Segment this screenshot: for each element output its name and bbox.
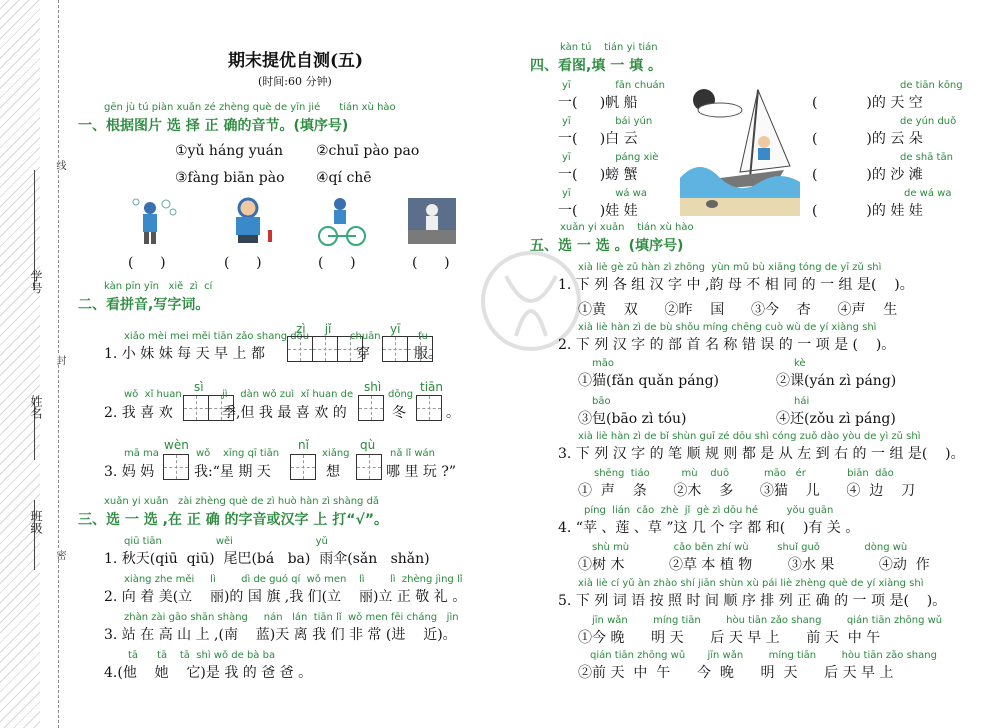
s4-row1-right-pinyin: de tiān kōng bbox=[900, 80, 963, 91]
s2-q1-end-pinyin: fu bbox=[418, 331, 428, 342]
bicycle-boy-picture bbox=[319, 198, 365, 245]
s4-row4-right[interactable]: ( )的 娃 娃 bbox=[812, 203, 923, 219]
s2-q1-end: 服。 bbox=[414, 346, 442, 362]
s2-pinyin: kàn pīn yīn xiě zì cí bbox=[104, 281, 213, 292]
s5-q3: 3. 下 列 汉 字 的 笔 顺 规 则 都 是 从 左 到 右 的 一 组 是( )。 bbox=[558, 446, 965, 462]
s1-answer-3[interactable]: ( ) bbox=[318, 255, 356, 271]
s5-q2-d-pinyin: hái bbox=[794, 396, 810, 407]
s4-row1-left-pinyin: yī fān chuán bbox=[562, 80, 666, 91]
s1-answer-2[interactable]: ( ) bbox=[224, 255, 262, 271]
s1-pictures bbox=[128, 194, 468, 250]
s2-q1-pinyin: xiǎo mèi mei měi tiān zǎo shang dōu bbox=[124, 331, 310, 342]
s2-q3-box2-pinyin: nǐ bbox=[298, 438, 309, 452]
s3-pinyin: xuǎn yi xuǎn zài zhèng què de zì huò hàn zì shàng dǎ bbox=[104, 496, 380, 507]
s1-answer-1[interactable]: ( ) bbox=[128, 255, 166, 271]
s1-opt-3: ③fàng biān pào bbox=[175, 170, 285, 186]
bubble-boy-picture bbox=[133, 199, 176, 244]
s5-q4-options-pinyin: shù mù cǎo běn zhí wù shuǐ guǒ dòng wù bbox=[592, 542, 908, 553]
s2-q3-mid-pinyin: wǒ xīng qī tiān bbox=[196, 448, 280, 459]
s4-pinyin: kàn tú tián yi tián bbox=[560, 42, 658, 53]
time-note: (时间:60 分钟) bbox=[258, 75, 332, 88]
s2-q2-box2-pinyin: shì bbox=[364, 380, 382, 394]
s4-row4-left[interactable]: 一( )娃 娃 bbox=[558, 203, 638, 219]
s2-q3-mid: 我:“星 期 天 bbox=[194, 464, 271, 480]
s2-q2-end: 。 bbox=[446, 405, 460, 421]
s2-q3-end: 哪 里 玩 ?” bbox=[386, 464, 457, 480]
s1-opt-4: ④qí chē bbox=[316, 170, 372, 186]
s5-q1: 1. 下 列 各 组 汉 字 中 ,韵 母 不 相 同 的 一 组 是( )。 bbox=[558, 277, 914, 293]
s2-q2-dong-pinyin: dōng bbox=[388, 389, 414, 400]
id-label: 学号 bbox=[29, 270, 43, 294]
s5-q3-pinyin: xià liè hàn zì de bǐ shùn guī zé dōu shì cóng zuǒ dào yòu de yì zǔ shì bbox=[578, 431, 921, 442]
s5-q4: 4. “苹 、莲 、草 ”这 几 个 字 都 和( )有 关 。 bbox=[558, 520, 860, 536]
s5-q4-options: ①树 木 ②草 本 植 物 ③水 果 ④动 作 bbox=[578, 557, 930, 573]
s3-q3: 3. 站 在 高 山 上 ,(南 蓝)天 离 我 们 非 常 (进 近)。 bbox=[104, 627, 457, 643]
s3-heading: 三、选 一 选 ,在 正 确 的字音或汉字 上 打“√”。 bbox=[78, 512, 389, 528]
s4-row3-right-pinyin: de shā tān bbox=[900, 152, 953, 163]
s5-q2-b-pinyin: kè bbox=[794, 358, 806, 369]
s3-q4-pinyin: tā tā tā shì wǒ de bà ba bbox=[128, 650, 276, 661]
s2-q2-mid-pinyin: jì dàn wǒ zuì xǐ huan de bbox=[222, 389, 354, 400]
s1-opt-2: ②chuī pào pao bbox=[316, 143, 420, 159]
binding-mark-3: 密 bbox=[54, 550, 65, 560]
s3-q4: 4.(他 她 它)是 我 的 爸 爸 。 bbox=[104, 665, 313, 681]
s5-q3-options: ① 声 条 ②木 多 ③猫 儿 ④ 边 刀 bbox=[578, 483, 916, 499]
s4-row3-right[interactable]: ( )的 沙 滩 bbox=[812, 167, 923, 183]
s5-pinyin: xuǎn yi xuǎn tián xù hào bbox=[560, 222, 694, 233]
s4-row1-right[interactable]: ( )的 天 空 bbox=[812, 95, 923, 111]
s4-row3-left[interactable]: 一( )螃 蟹 bbox=[558, 167, 638, 183]
s2-heading: 二、看拼音,写字词。 bbox=[78, 297, 210, 313]
astronaut-picture bbox=[408, 198, 456, 244]
s4-row2-left[interactable]: 一( )白 云 bbox=[558, 131, 638, 147]
s5-q5-b: ②前 天 中 午 今 晚 明 天 后 天 早 上 bbox=[578, 665, 894, 681]
s2-q1-text: 1. 小 妹 妹 每 天 早 上 都 bbox=[104, 346, 265, 362]
s4-row2-left-pinyin: yī bái yún bbox=[562, 116, 653, 127]
s2-q2-mid: 季,但 我 最 喜 欢 的 bbox=[222, 405, 347, 421]
s5-q2-pinyin: xià liè hàn zì de bù shǒu míng chēng cuò wù de yí xiàng shì bbox=[578, 322, 877, 333]
s3-q3-pinyin: zhàn zài gāo shān shàng nán lán tiān lǐ wǒ men fēi cháng jìn bbox=[124, 612, 459, 623]
s2-q3-grid-2[interactable] bbox=[290, 454, 315, 480]
s2-q3-text: 3. 妈 妈 bbox=[104, 464, 155, 480]
s5-q5-a-pinyin: jīn wǎn míng tiān hòu tiān zǎo shang qián tiān zhōng wǔ bbox=[592, 615, 943, 626]
s5-q5: 5. 下 列 词 语 按 照 时 间 顺 序 排 列 正 确 的 一 项 是( )。 bbox=[558, 593, 947, 609]
s4-row4-right-pinyin: de wá wa bbox=[904, 188, 952, 199]
s5-heading: 五、选 一 选 。(填序号) bbox=[530, 238, 684, 254]
s5-q2-c-pinyin: bāo bbox=[592, 396, 611, 407]
s2-q3-box3-pinyin: qù bbox=[360, 438, 376, 452]
s2-q3-end-pinyin: nǎ lǐ wán bbox=[390, 448, 436, 459]
s2-q2-box3-pinyin: tiān bbox=[420, 380, 443, 394]
s1-answer-4[interactable]: ( ) bbox=[412, 255, 450, 271]
s5-q5-a: ①今 晚 明 天 后 天 早 上 前 天 中 午 bbox=[578, 630, 881, 646]
s4-row2-right[interactable]: ( )的 云 朵 bbox=[812, 131, 923, 147]
s5-q2-a: ①猫(fǎn quǎn páng) bbox=[578, 373, 719, 389]
s5-q4-pinyin: píng lián cǎo zhè jǐ gè zì dōu hé yǒu guān bbox=[584, 505, 834, 516]
s5-q1-pinyin: xià liè gè zǔ hàn zì zhōng yùn mǔ bù xiāng tóng de yī zǔ shì bbox=[578, 262, 882, 273]
s1-heading: 一、根据图片 选 择 正 确的音节。(填序号) bbox=[78, 118, 349, 134]
s3-q2: 2. 向 着 美(立 丽)的 国 旗 ,我 们(立 丽)立 正 敬 礼 。 bbox=[104, 589, 467, 605]
s2-q3-pinyin: mā ma bbox=[124, 448, 159, 459]
s4-row2-right-pinyin: de yún duǒ bbox=[900, 116, 957, 127]
s5-q2-d: ④还(zǒu zì páng) bbox=[776, 411, 896, 427]
binding-mark-1: 线 bbox=[54, 160, 65, 170]
s2-q2-box-pinyin: sì bbox=[194, 380, 204, 394]
s1-opt-1: ①yǔ háng yuán bbox=[175, 143, 284, 159]
s2-q3-box-pinyin: wèn bbox=[164, 438, 189, 452]
s5-q5-pinyin: xià liè cí yǔ àn zhào shí jiān shùn xù pái liè zhèng què de yí xiàng shì bbox=[578, 578, 924, 589]
s2-q2-dong: 冬 bbox=[392, 405, 406, 421]
s2-q2-text: 2. 我 喜 欢 bbox=[104, 405, 173, 421]
s5-q2-b: ②课(yán zì páng) bbox=[776, 373, 897, 389]
s2-q1-mid: 穿 bbox=[356, 346, 370, 362]
sailboat-picture bbox=[680, 86, 800, 216]
s5-q5-b-pinyin: qián tiān zhōng wǔ jīn wǎn míng tiān hòu tiān zǎo shang bbox=[590, 650, 937, 661]
name-label: 姓名 bbox=[29, 395, 43, 419]
s2-q1-box-pinyin: zì jǐ bbox=[296, 322, 332, 336]
s3-q1-pinyin: qiū tiān wěi yǔ bbox=[124, 536, 328, 547]
firecracker-boy-picture bbox=[236, 199, 272, 243]
s2-q2-grid-3[interactable] bbox=[416, 395, 441, 421]
s3-q2-pinyin: xiàng zhe měi lì dì de guó qí wǒ men lì lì zhèng jìng lǐ bbox=[124, 574, 463, 585]
s4-row3-left-pinyin: yī páng xiè bbox=[562, 152, 659, 163]
s5-q2: 2. 下 列 汉 字 的 部 首 名 称 错 误 的 一 项 是 ( )。 bbox=[558, 337, 896, 353]
s4-row4-left-pinyin: yī wá wa bbox=[562, 188, 647, 199]
s2-q2-pinyin: wǒ xǐ huan bbox=[124, 389, 182, 400]
s2-q1-mid-pinyin: chuān bbox=[350, 331, 381, 342]
s1-pinyin: gēn jù tú piàn xuǎn zé zhèng què de yīn jié tián xù hào bbox=[104, 102, 396, 113]
s4-row1-left[interactable]: 一( )帆 船 bbox=[558, 95, 638, 111]
s4-heading: 四、看图,填 一 填 。 bbox=[530, 58, 662, 74]
s2-q3-xiang-pinyin: xiǎng bbox=[322, 448, 350, 459]
binding-mark-2: 封 bbox=[54, 355, 65, 365]
s2-q1-box2-pinyin: yī bbox=[390, 322, 401, 336]
class-label: 班级 bbox=[29, 510, 43, 534]
s2-q2-grid-2[interactable] bbox=[358, 395, 383, 421]
s2-q3-grid[interactable] bbox=[163, 454, 188, 480]
page-title: 期末提优自测(五) bbox=[228, 51, 364, 71]
publisher-watermark bbox=[476, 246, 586, 376]
s5-q3-options-pinyin: shēng tiáo mù duō māo ér biān dāo bbox=[594, 468, 894, 479]
s5-q2-a-pinyin: māo bbox=[592, 358, 614, 369]
s2-q3-grid-3[interactable] bbox=[356, 454, 381, 480]
s3-q1: 1. 秋天(qiū qiū) 尾巴(bá ba) 雨伞(sǎn shǎn) bbox=[104, 551, 430, 567]
s5-q2-c: ③包(bāo zì tóu) bbox=[578, 411, 687, 427]
s5-q1-options: ①黄 双 ②昨 国 ③今 杏 ④声 生 bbox=[578, 302, 898, 318]
s2-q3-xiang: 想 bbox=[326, 464, 340, 480]
